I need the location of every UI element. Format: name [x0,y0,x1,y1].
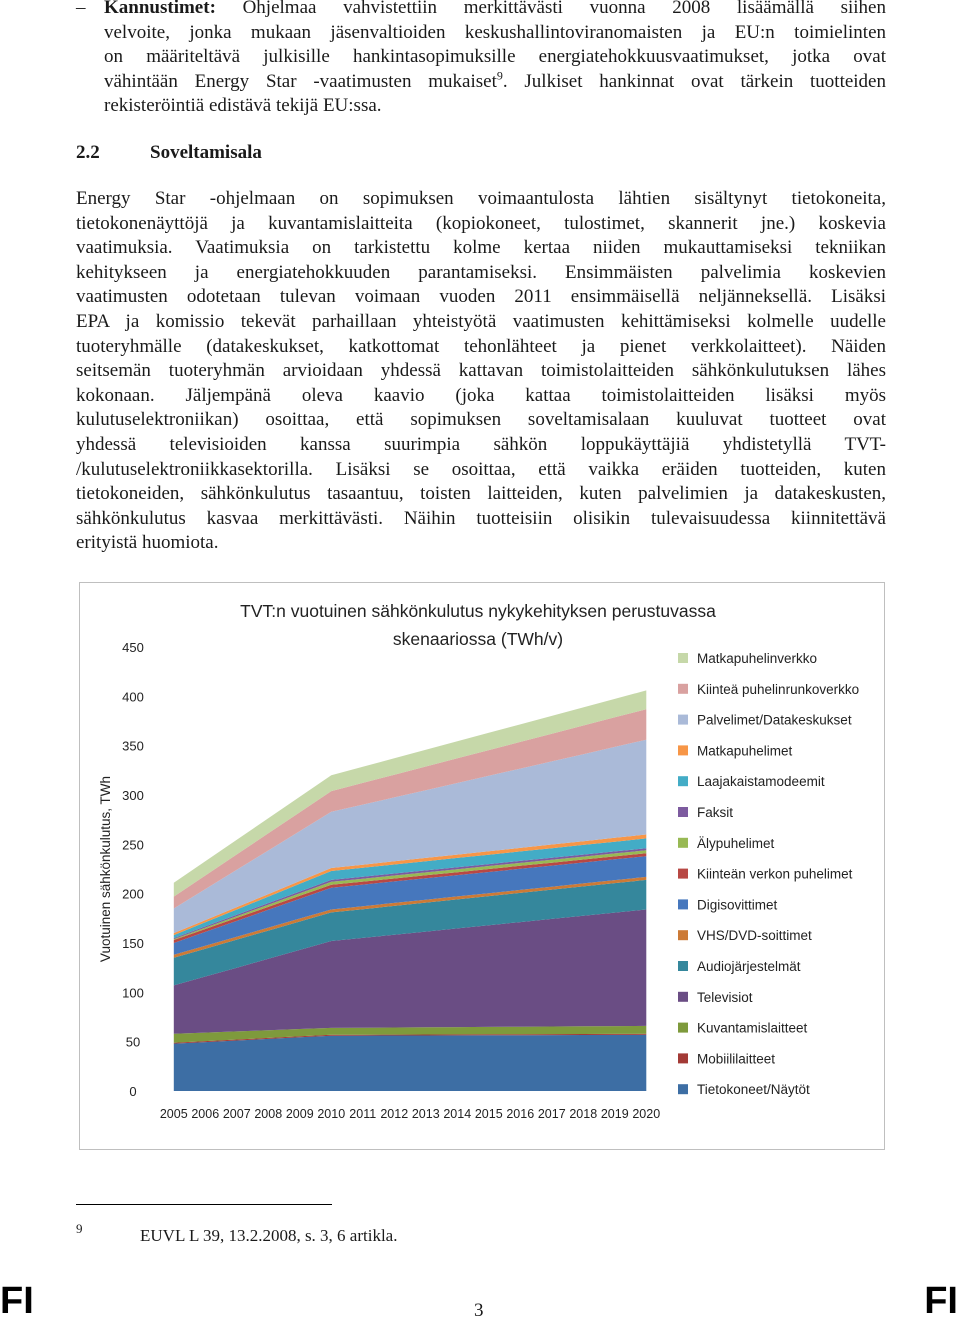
x-tick-label: 2012 [380,1107,409,1121]
y-tick-label: 250 [122,837,144,853]
y-tick-label: 350 [122,738,144,754]
x-tick-label: 2009 [285,1107,314,1121]
legend-swatch [678,684,688,694]
section-number: 2.2 [76,142,100,163]
scope-paragraph [76,187,886,556]
footnote-text: EUVL L 39, 13.2.2008, s. 3, 6 artikla. [140,1226,398,1245]
y-tick-label: 300 [122,788,144,803]
legend-label: Laajakaistamodeemit [697,774,825,790]
legend-swatch [678,745,688,755]
y-tick-label: 150 [122,936,144,951]
paragraph-line: tietokonenäyttöjä ja kuvantamislaitteita (kopiokoneet, tulostimet, skannerit jne.) koskevia [76,212,886,234]
x-tick-label: 2010 [317,1107,346,1121]
y-tick-label: 400 [122,689,144,705]
x-tick-label: 2006 [191,1107,220,1121]
paragraph-line: seitsemän tuoteryhmän arvioidaan yhdessä kattavan toimistolaitteiden sähkönkulutuksen lähes [76,360,886,382]
paragraph-line: Energy Star -ohjelmaan on sopimuksen voimaantulosta lähtien sisältynyt tietokoneita, [76,188,886,209]
legend-swatch [678,930,688,940]
paragraph-line: tuoteryhmälle (datakeskukset, katkottomat tehonlähteet ja pienet verkkolaitteet). Näiden [76,335,886,357]
x-tick-label: 2005 [159,1107,188,1121]
x-tick-label: 2014 [443,1107,472,1121]
legend-swatch [678,1053,688,1063]
bullet-line-3: on määriteltävä julkisille hankintasopimuksille energiatehokkuusvaatimukset, jotka ovat [104,46,886,68]
footnote-reference[interactable]: 9 [496,68,503,83]
legend-swatch [678,807,688,817]
area-chart [80,583,886,1151]
legend-label: Televisiot [697,989,753,1005]
legend-label: VHS/DVD-soittimet [697,928,812,944]
legend-swatch [678,653,688,663]
x-tick-label: 2008 [254,1107,283,1121]
legend-label: Älypuhelimet [697,835,775,851]
legend-swatch [678,1023,688,1033]
y-tick-label: 200 [122,886,144,902]
paragraph-line: kokonaan. Jäljempänä oleva kaavio (joka kattaa toimistolaitteiden lisäksi myös [76,384,886,406]
y-tick-label: 50 [125,1034,141,1050]
paragraph-line: EPA ja komissio tekevät parhaillaan yhteistyötä vaatimusten kehittämiseksi kolmelle uudelle [76,310,886,332]
bullet-line-2: velvoite, jonka mukaan jäsenvaltioiden keskushallintoviranomaisten ja EU:n toimielinten [104,21,886,43]
bullet-dash: – [76,0,86,18]
legend-label: Kuvantamislaitteet [697,1020,808,1036]
legend-swatch [678,869,688,879]
paragraph-line: sähkönkulutus kasvaa merkittävästi. Näihin tuotteisiin olisikin tulevaisuudessa kiinnitettävä [76,507,886,529]
paragraph-line: tietokoneiden, sähkönkulutus tasaantuu, toisten laitteiden, kuten palvelimien ja datakeskusten, [76,483,886,505]
y-tick-label: 100 [122,985,144,1001]
footnote-rule [76,1204,332,1205]
legend-swatch [678,992,688,1002]
bullet-line-1: Kannustimet: Ohjelmaa vahvistettiin merkittävästi vuonna 2008 lisäämällä siihen [104,0,886,21]
area-series [174,1035,647,1091]
x-tick-label: 2016 [506,1107,535,1121]
x-tick-label: 2007 [222,1107,251,1121]
bullet-line-5: rekisteröintiä edistävä tekijä EU:ssa. [104,95,382,117]
x-tick-label: 2019 [600,1107,629,1121]
x-tick-label: 2013 [411,1107,440,1121]
bullet-term: Kannustimet: [104,0,216,18]
legend-label: Tietokoneet/Näytöt [697,1082,810,1098]
legend-swatch [678,776,688,786]
paragraph-line: /kulutuselektroniikkasektorilla. Lisäksi se osoittaa, että vaikka eräiden tuotteiden, kuten [76,458,886,480]
chart-container [79,582,885,1150]
chart-title-line: skenaariossa (TWh/v) [392,629,564,649]
legend-swatch [678,961,688,971]
x-tick-label: 2017 [537,1107,566,1121]
paragraph-line: yhdessä televisioiden kanssa suurimpia sähkön loppukäyttäjiä yhdistetyllä TVT- [76,433,886,455]
x-tick-label: 2018 [569,1107,598,1121]
footer-language-left: FI [0,1280,34,1322]
legend-swatch [678,899,688,909]
paragraph-line: kulutuselektroniikan) osoittaa, että sopimuksen soveltamisalaan kuuluvat tuotteet ovat [76,409,886,431]
legend-swatch [678,715,688,725]
section-title: Soveltamisala [150,142,262,163]
chart-title-line: TVT:n vuotuinen sähkönkulutus nykykehityksen perustuvassa [240,601,716,621]
x-tick-label: 2011 [349,1107,377,1121]
bullet-text [104,0,886,119]
x-tick-label: 2020 [632,1107,661,1121]
legend-label: Faksit [697,805,734,820]
y-tick-label: 0 [129,1084,137,1099]
legend-label: Matkapuhelimet [697,743,793,759]
footer-language-right: FI [924,1280,958,1322]
legend-label: Audiojärjestelmät [697,959,801,974]
paragraph-line: vaatimusten odotetaan tulevan voimaan vuoden 2011 ensimmäisellä neljänneksellä. Lisäksi [76,286,886,308]
legend-label: Kiinteän verkon puhelimet [697,866,853,882]
legend-swatch [678,1084,688,1094]
legend-label: Matkapuhelinverkko [697,651,818,666]
paragraph-line: vaatimuksia. Vaatimuksia on tarkistettu kolme kertaa niiden mukauttamiseksi tekniikan [76,237,886,259]
legend-label: Digisovittimet [697,897,778,913]
footnote-number: 9 [76,1221,83,1236]
x-tick-label: 2015 [474,1107,503,1121]
paragraph-line: kehitykseen ja energiatehokkuuden parantamiseksi. Ensimmäisten palvelimia koskevien [76,261,886,283]
y-axis-label: Vuotuinen sähkönkulutus, TWh [98,775,113,963]
y-tick-label: 450 [122,640,144,655]
legend-label: Palvelimet/Datakeskukset [697,712,852,728]
legend-label: Kiinteä puhelinrunkoverkko [697,681,860,697]
incentives-bullet [76,0,886,119]
bullet-line-4: vähintään Energy Star -vaatimusten mukaiset$^9$. Julkiset hankinnat ovat tärkein tuotteiden [104,68,886,92]
paragraph-line: erityistä huomiota. [76,532,219,554]
section-heading [76,142,262,164]
legend-label: Mobiililaitteet [697,1051,776,1067]
legend-swatch [678,838,688,848]
page-number: 3 [474,1300,484,1321]
